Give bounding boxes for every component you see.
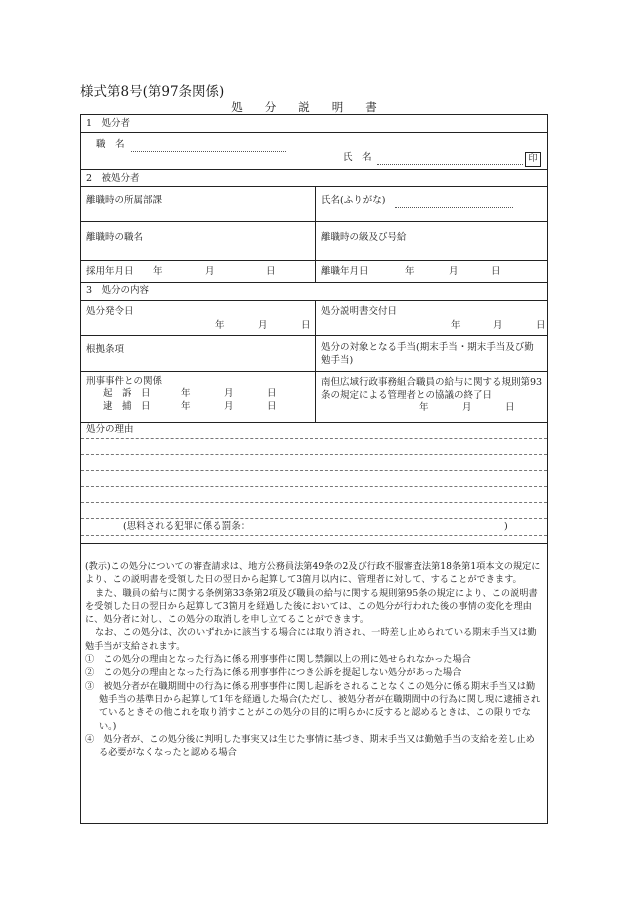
arrest-month-unit: 月 — [224, 401, 234, 412]
divider — [81, 260, 547, 261]
job-title-label: 離職時の職名 — [86, 232, 144, 243]
divider — [81, 221, 547, 222]
divider — [81, 335, 547, 336]
delivery-day-unit: 日 — [536, 320, 546, 331]
section-2-heading: 2 被処分者 — [86, 173, 140, 184]
section-3-heading: 3 処分の内容 — [86, 285, 150, 296]
grade-label: 離職時の級及び号給 — [321, 232, 407, 243]
retire-year-unit: 年 — [405, 266, 415, 277]
divider — [315, 186, 316, 282]
divider — [81, 300, 547, 301]
consultation-month-unit: 月 — [462, 402, 472, 413]
name-field[interactable] — [377, 164, 523, 165]
issue-year-unit: 年 — [215, 320, 225, 331]
issue-day-unit: 日 — [301, 320, 311, 331]
hire-date-label: 採用年月日 — [86, 266, 134, 277]
kana-name-field[interactable] — [395, 207, 513, 208]
indictment-year-unit: 年 — [181, 388, 191, 399]
kana-name-label: 氏名(ふりがな) — [321, 195, 386, 206]
reason-label: 処分の理由 — [86, 424, 134, 435]
form-number: 様式第8号(第97条関係) — [80, 84, 225, 100]
divider — [81, 132, 547, 133]
crime-clause-close: ) — [504, 521, 508, 532]
divider — [81, 282, 547, 283]
reason-line — [81, 518, 547, 519]
notice-item: ③ 被処分者が在職期間中の行為に係る刑事事件に関し起訴をされることなくこの処分に係る期末手当又は勤勉手当の基準日から起算して1年を経過した場合(ただし、被処分者が在職期間中の行為に関し現に逮捕されているときその他これを取り消すことがこの処分の目的に明らかに反すると認めるときは、この限りでない。) — [85, 680, 541, 732]
arrest-year-unit: 年 — [181, 401, 191, 412]
divider — [81, 543, 547, 544]
issue-date-label: 処分発令日 — [86, 306, 134, 317]
indictment-date-label: 起 訴 日 — [103, 388, 151, 399]
retire-month-unit: 月 — [449, 266, 459, 277]
divider — [81, 186, 547, 187]
arrest-day-unit: 日 — [267, 401, 277, 412]
divider — [315, 300, 316, 422]
basis-clause-label: 根拠条項 — [86, 344, 125, 355]
reason-line — [81, 502, 547, 503]
issue-month-unit: 月 — [258, 320, 268, 331]
indictment-month-unit: 月 — [224, 388, 234, 399]
consultation-rule-text: 南但広域行政事務組合職員の給与に関する規則第93条の規定による管理者との協議の終了日 — [321, 377, 543, 401]
crime-clause-label: (思料される犯罪に係る罰条： — [123, 521, 251, 532]
delivery-date-label: 処分説明書交付日 — [321, 306, 398, 317]
reason-line — [81, 535, 547, 536]
divider — [81, 422, 547, 423]
notice-section — [85, 560, 543, 759]
notice-paragraph: また、職員の給与に関する条例第33条第2項及び職員の給与に関する規則第95条の規定により、この説明書を受領した日の翌日から起算して3箇月を経過した後においては、この処分が行われた後の事情の変化を理由に、処分者に対し、この処分の取消しを申し立てることができます。 — [85, 587, 538, 626]
hire-year-unit: 年 — [153, 266, 163, 277]
notice-item: ① この処分の理由となった行為に係る刑事事件に関し禁錮以上の刑に処せられなかった場合 — [85, 654, 471, 666]
reason-line — [81, 454, 547, 455]
indictment-day-unit: 日 — [267, 388, 277, 399]
notice-item: ④ 処分者が、この処分後に判明した事実又は生じた事情に基づき、期末手当又は勤勉手当の支給を差し止める必要がなくなったと認める場合 — [85, 733, 535, 759]
position-label: 職 名 — [96, 139, 125, 150]
dept-label: 離職時の所属部課 — [86, 195, 163, 206]
delivery-month-unit: 月 — [493, 320, 503, 331]
position-field[interactable] — [131, 151, 286, 152]
reason-line — [81, 438, 547, 439]
consultation-day-unit: 日 — [505, 402, 515, 413]
criminal-case-label: 刑事事件との関係 — [86, 376, 163, 387]
reason-line — [81, 486, 547, 487]
retire-day-unit: 日 — [491, 266, 501, 277]
reason-line — [81, 470, 547, 471]
form-frame — [80, 114, 548, 824]
notice-paragraph: (教示)この処分についての審査請求は、地方公務員法第49条の2及び行政不服審査法第18条第1項本文の規定により、この説明書を受領した日の翌日から起算して3箇月以内に、管理者に対して、することができます。 — [85, 561, 541, 586]
section-1-heading: 1 処分者 — [86, 118, 131, 129]
document-title: 処分説明書 — [231, 100, 399, 114]
notice-item: ② この処分の理由となった行為に係る刑事事件につき公訴を提起しない処分があった場合 — [85, 667, 462, 679]
arrest-date-label: 逮 捕 日 — [103, 401, 151, 412]
seal-mark: 印 — [525, 152, 541, 167]
hire-month-unit: 月 — [205, 266, 215, 277]
divider — [81, 371, 547, 372]
consultation-year-unit: 年 — [419, 402, 429, 413]
retire-date-label: 離職年月日 — [321, 266, 369, 277]
name-label: 氏 名 — [343, 152, 372, 163]
target-allowance-text: 処分の対象となる手当(期末手当・期末手当及び勤勉手当) — [321, 342, 534, 366]
delivery-year-unit: 年 — [451, 320, 461, 331]
divider — [81, 169, 547, 170]
notice-paragraph: なお、この処分は、次のいずれかに該当する場合には取り消され、一時差し止められている期末手当又は勤勉手当が支給されます。 — [85, 627, 537, 652]
hire-day-unit: 日 — [266, 266, 276, 277]
